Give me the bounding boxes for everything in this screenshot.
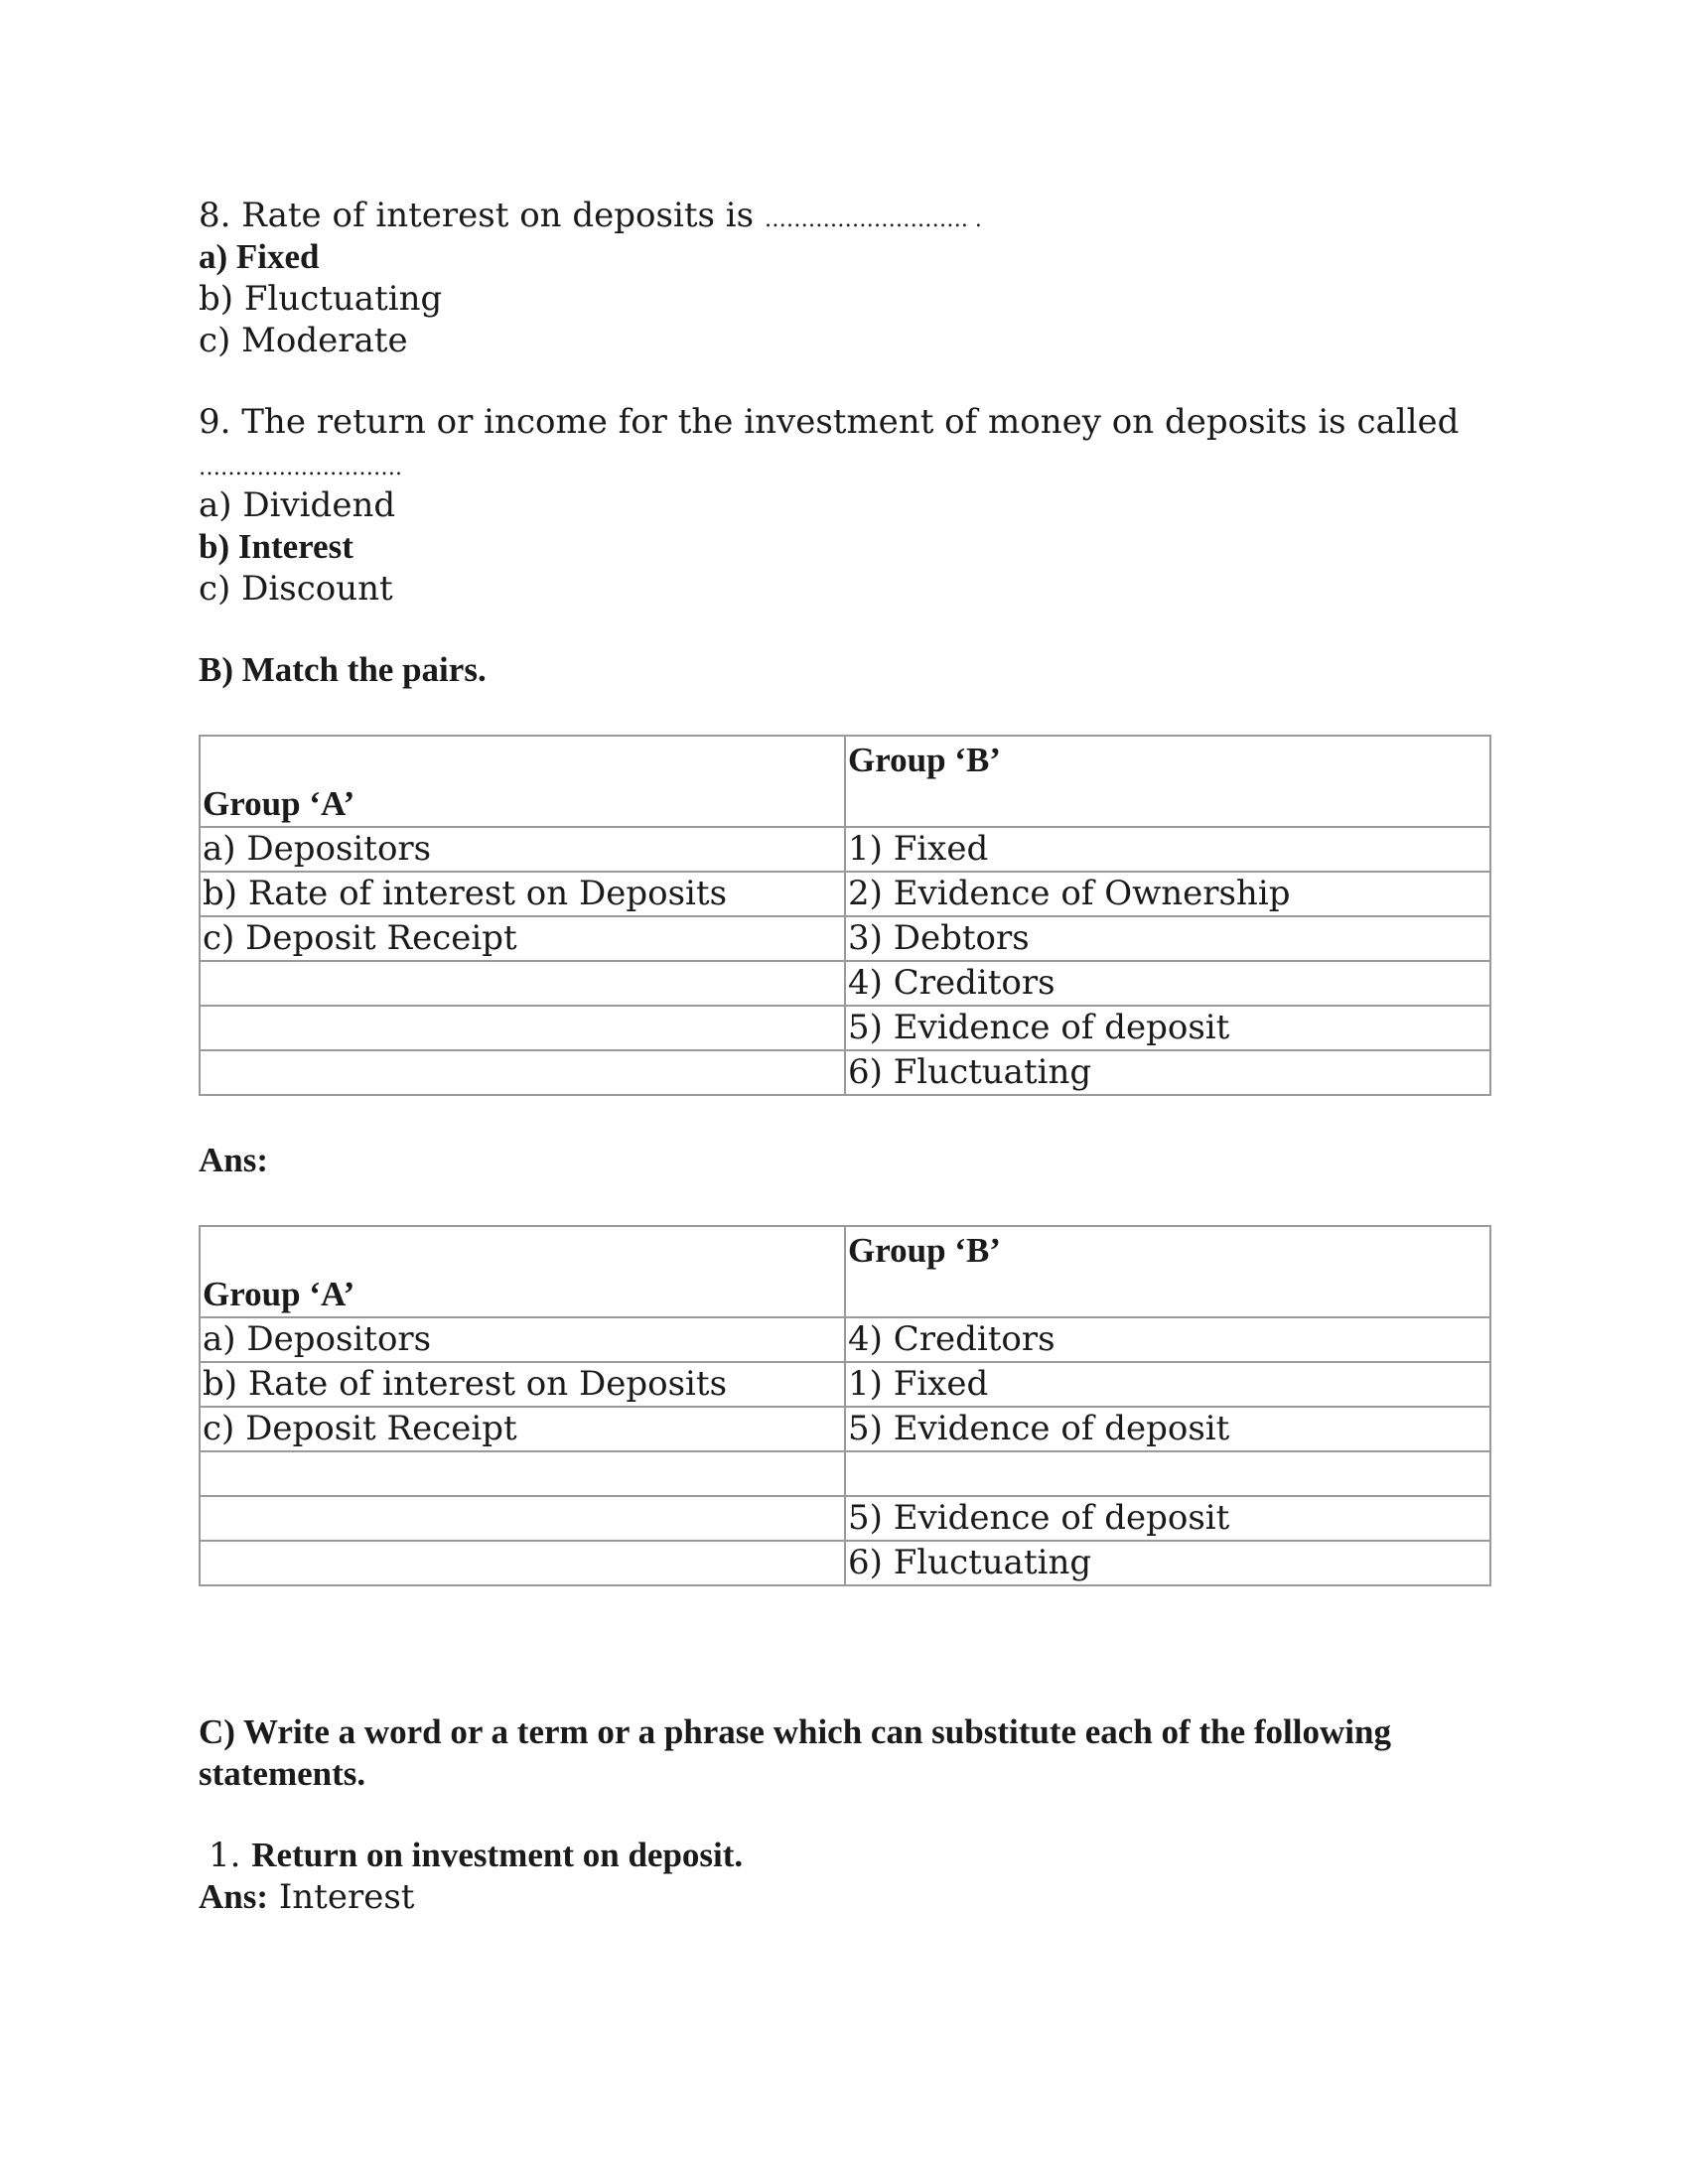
match-pairs-table — [199, 735, 1491, 1096]
table-row — [200, 916, 1490, 961]
group-b-cell: 5) Evidence of deposit — [845, 1006, 1490, 1050]
group-a-header: Group ‘A’ — [200, 1226, 845, 1317]
group-a-cell — [200, 1496, 845, 1541]
option-c: c) Discount — [199, 569, 393, 609]
group-b-cell: 6) Fluctuating — [845, 1541, 1490, 1585]
table-row — [200, 872, 1490, 916]
group-b-cell: 1) Fixed — [845, 1362, 1490, 1407]
group-b-cell: 4) Creditors — [845, 1317, 1490, 1362]
option-a: a) Fixed — [199, 237, 320, 276]
table-row — [200, 1362, 1490, 1407]
answer-table — [199, 1225, 1491, 1586]
table-row — [200, 961, 1490, 1006]
section-b-heading: B) Match the pairs. — [199, 650, 487, 689]
table-row — [200, 1541, 1490, 1585]
group-a-cell — [200, 1451, 845, 1496]
group-a-cell: a) Depositors — [200, 827, 845, 872]
table-row — [200, 827, 1490, 872]
item-text: Return on investment on deposit. — [251, 1836, 744, 1874]
question-8 — [199, 195, 1489, 361]
group-a-cell: a) Depositors — [200, 1317, 845, 1362]
section-c-heading: C) Write a word or a term or a phrase which can substitute each of the following statements. — [199, 1712, 1391, 1793]
table-row — [200, 1006, 1490, 1050]
table-row — [200, 1050, 1490, 1095]
answer-blank: ………………………. — [199, 456, 402, 480]
option-a: a) Dividend — [199, 485, 396, 525]
group-b-cell: 6) Fluctuating — [845, 1050, 1490, 1095]
group-a-cell — [200, 961, 845, 1006]
item-statement — [199, 1835, 1489, 1876]
group-a-cell: c) Deposit Receipt — [200, 1407, 845, 1451]
table-header-row — [200, 736, 1490, 827]
group-b-cell — [845, 1451, 1490, 1496]
group-b-cell: 4) Creditors — [845, 961, 1490, 1006]
table-header-row — [200, 1226, 1490, 1317]
answer-text: Interest — [278, 1877, 415, 1917]
document-page — [199, 195, 1489, 1918]
option-b: b) Interest — [199, 527, 353, 566]
table-row — [200, 1496, 1490, 1541]
question-9 — [199, 401, 1489, 610]
substitute-item-1 — [199, 1835, 1489, 1918]
group-b-cell: 5) Evidence of deposit — [845, 1496, 1490, 1541]
group-a-header: Group ‘A’ — [200, 736, 845, 827]
question-text: 9. The return or income for the investment of money on deposits is called — [199, 402, 1460, 442]
answer-label: Ans: — [199, 1877, 269, 1916]
group-a-cell: c) Deposit Receipt — [200, 916, 845, 961]
group-a-cell — [200, 1006, 845, 1050]
table-row — [200, 1407, 1490, 1451]
group-b-cell: 1) Fixed — [845, 827, 1490, 872]
group-a-cell: b) Rate of interest on Deposits — [200, 872, 845, 916]
option-b: b) Fluctuating — [199, 279, 443, 319]
answer-blank: ………………………. . — [764, 207, 982, 232]
group-b-header: Group ‘B’ — [845, 736, 1490, 827]
option-c: c) Moderate — [199, 321, 408, 360]
group-b-header: Group ‘B’ — [845, 1226, 1490, 1317]
group-a-cell: b) Rate of interest on Deposits — [200, 1362, 845, 1407]
group-b-cell: 2) Evidence of Ownership — [845, 872, 1490, 916]
answer-label: Ans: — [199, 1141, 269, 1179]
group-b-cell: 3) Debtors — [845, 916, 1490, 961]
group-a-cell — [200, 1541, 845, 1585]
item-answer — [199, 1876, 1489, 1918]
group-a-cell — [200, 1050, 845, 1095]
question-text: 8. Rate of interest on deposits is ………………………. . — [199, 196, 982, 235]
item-number: 1. — [209, 1836, 241, 1875]
table-row — [200, 1451, 1490, 1496]
group-b-cell: 5) Evidence of deposit — [845, 1407, 1490, 1451]
table-row — [200, 1317, 1490, 1362]
